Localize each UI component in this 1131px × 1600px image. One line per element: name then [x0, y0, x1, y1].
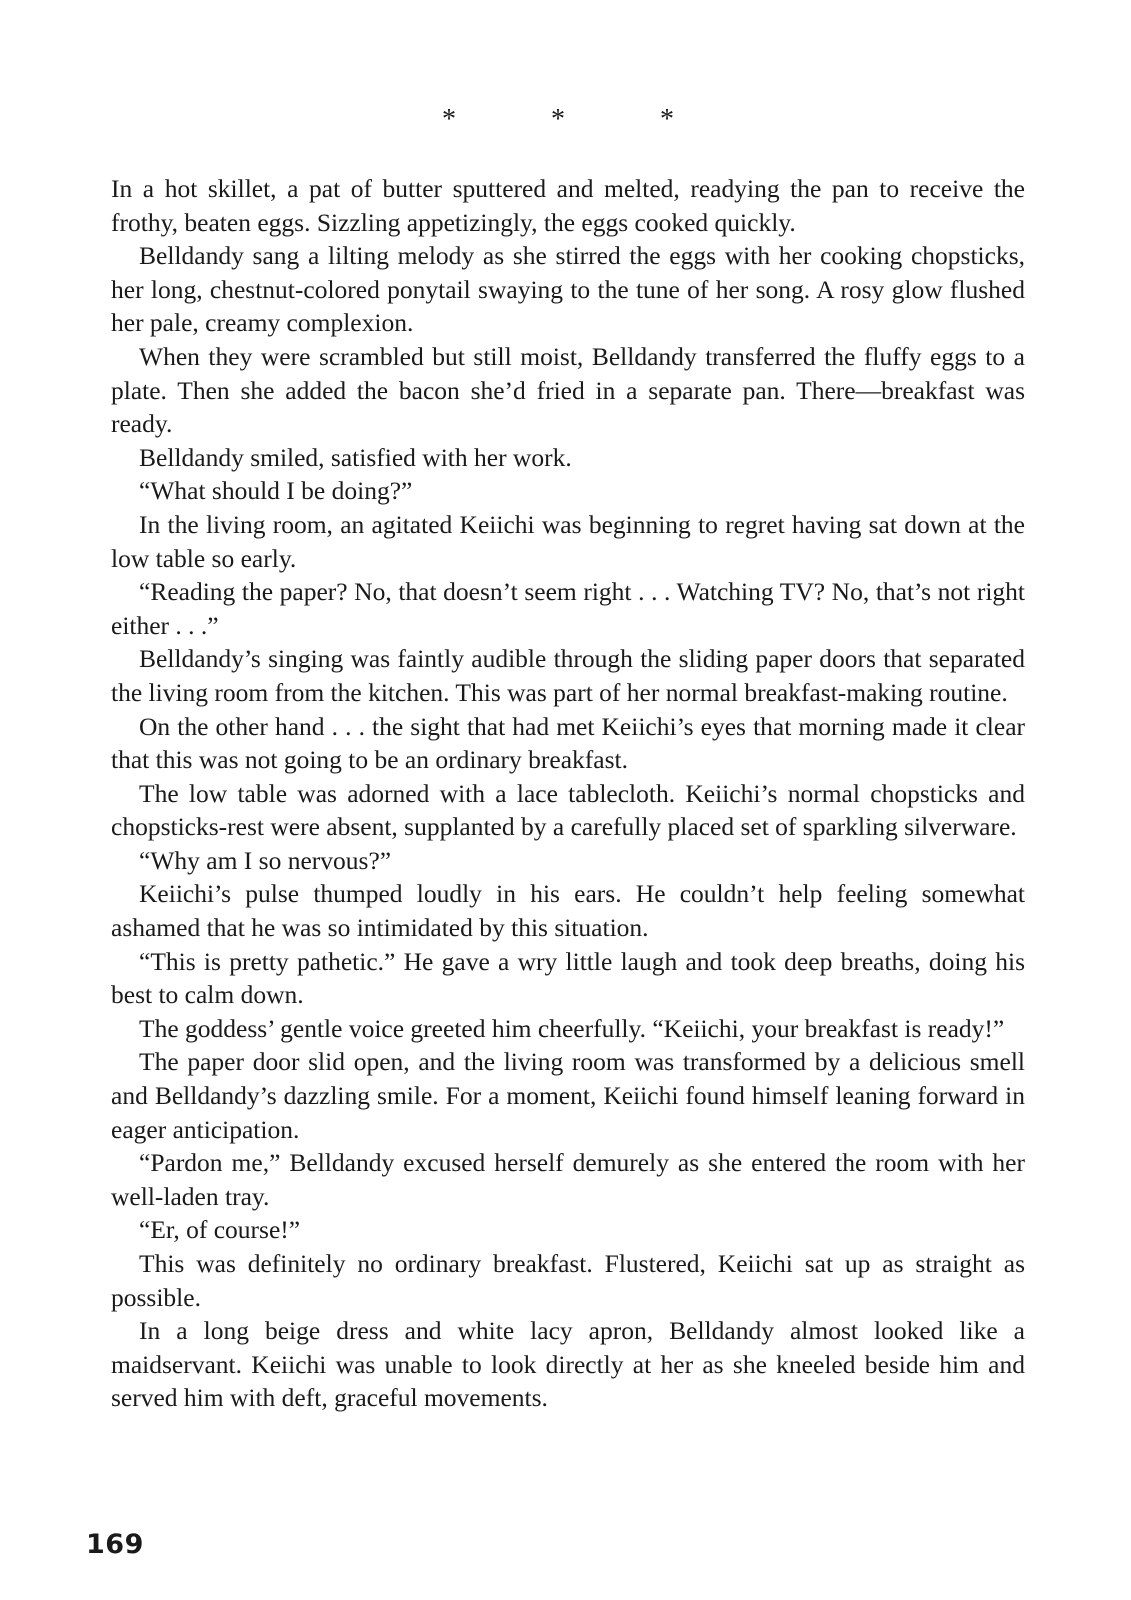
paragraph: When they were scrambled but still moist, Belldandy transferred the fluffy eggs to a plate. Then she added the bacon she’d fried in a separate pan. There—breakfast was ready. [111, 341, 1025, 439]
scene-break-asterisk: * [442, 104, 456, 135]
paragraph: “This is pretty pathetic.” He gave a wry little laugh and took deep breaths, doing his best to calm down. [111, 946, 1025, 1010]
paragraph: The paper door slid open, and the living room was transformed by a delicious smell and Belldandy’s dazzling smile. For a moment, Keiichi found himself leaning forward in eager anticipation. [111, 1047, 1025, 1144]
scene-break-asterisk: * [660, 104, 674, 135]
paragraph: The goddess’ gentle voice greeted him cheerfully. “Keiichi, your breakfast is ready!” [139, 1013, 1005, 1043]
paragraph: This was definitely no ordinary breakfast. Flustered, Keiichi sat up as straight as possible. [111, 1249, 1025, 1312]
paragraph: In the living room, an agitated Keiichi was beginning to regret having sat down at the low table so early. [111, 509, 1025, 573]
paragraph: “Er, of course!” [139, 1215, 301, 1245]
paragraph: Belldandy’s singing was faintly audible through the sliding paper doors that separated the living room from the kitchen. This was part of her normal breakfast-making routine. [111, 644, 1025, 707]
paragraph: The low table was adorned with a lace tablecloth. Keiichi’s normal chopsticks and chopsticks-rest were absent, supplanted by a carefully placed set of sparkling silverware. [111, 778, 1025, 842]
paragraph: “Reading the paper? No, that doesn’t seem right . . . Watching TV? No, that’s not right either . . .” [111, 577, 1025, 640]
paragraph: On the other hand . . . the sight that had met Keiichi’s eyes that morning made it clear that this was not going to be an ordinary breakfast. [111, 711, 1025, 775]
paragraph: “Pardon me,” Belldandy excused herself demurely as she entered the room with her well-laden tray. [111, 1148, 1025, 1211]
paragraph: In a long beige dress and white lacy apron, Belldandy almost looked like a maidservant. Keiichi was unable to look directly at her as she kneeled beside him and served him with deft, graceful movements. [111, 1316, 1025, 1413]
body-text [111, 172, 1025, 1415]
scene-break [0, 100, 1131, 140]
scene-break-asterisk: * [551, 104, 565, 135]
paragraph: In a hot skillet, a pat of butter sputtered and melted, readying the pan to receive the frothy, beaten eggs. Sizzling appetizingly, the eggs cooked quickly. [111, 174, 1025, 237]
paragraph: “Why am I so nervous?” [139, 845, 392, 875]
paragraph: “What should I be doing?” [139, 476, 413, 506]
paragraph: Belldandy sang a lilting melody as she stirred the eggs with her cooking chopsticks, her long, chestnut-colored ponytail swaying to the tune of her song. A rosy glow flushed her pale, creamy complexion. [111, 241, 1025, 338]
paragraph: Belldandy smiled, satisfied with her work. [139, 442, 572, 472]
paragraph: Keiichi’s pulse thumped loudly in his ears. He couldn’t help feeling somewhat ashamed that he was so intimidated by this situation. [111, 879, 1025, 943]
page-number: 169 [86, 1529, 144, 1560]
